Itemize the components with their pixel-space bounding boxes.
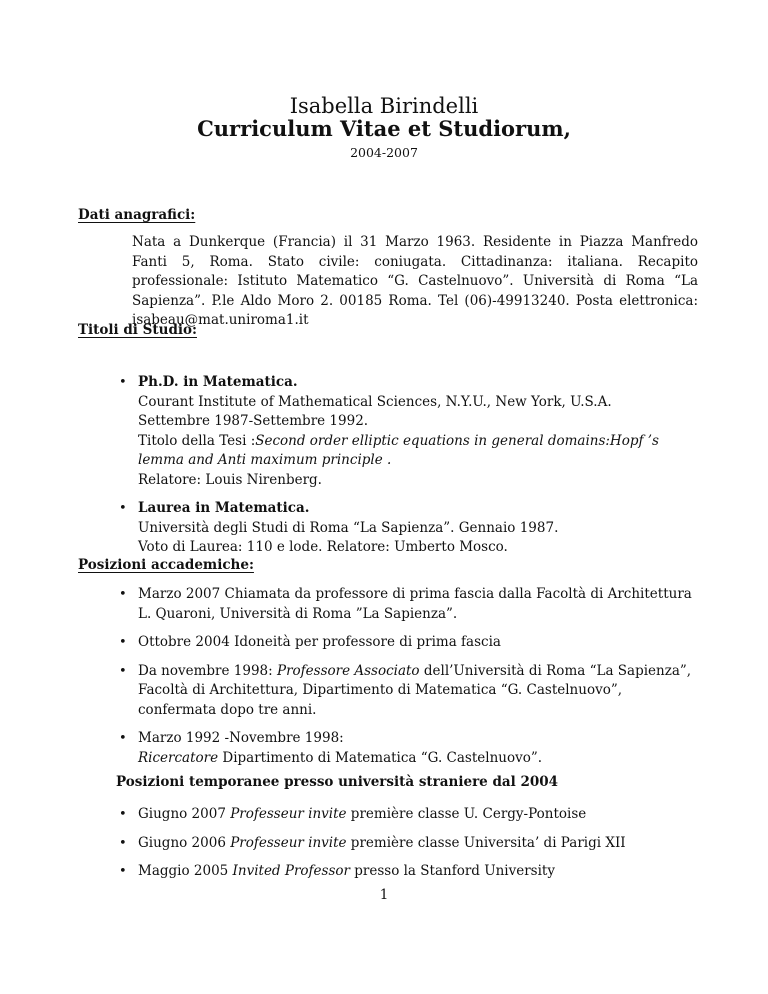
position-place: presso la Stanford University bbox=[349, 863, 555, 879]
list-item: • Ottobre 2004 Idoneità per professore di prima fascia bbox=[116, 633, 698, 653]
list-item bbox=[116, 805, 698, 825]
position-role: Ricercatore bbox=[138, 749, 219, 766]
phd-degree: • Ph.D. in Matematica. bbox=[138, 374, 298, 390]
list-item bbox=[116, 662, 698, 721]
laurea-institute: Università degli Studi di Roma “La Sapienza”. Gennaio 1987. bbox=[138, 519, 559, 536]
list-item bbox=[116, 834, 698, 854]
positions-list bbox=[116, 585, 698, 777]
list-item: • Marzo 2007 Chiamata da professore di prima fascia dalla Facoltà di Architettura L. Quaroni, Università di Roma ”La Sapienza”. bbox=[116, 585, 698, 624]
personal-details-paragraph: Nata a Dunkerque (Francia) il 31 Marzo 1963. Residente in Piazza Manfredo Fanti 5, Roma. Stato civile: coniugata. Cittadinanza: italiana. Recapito professionale: Istituto Matematico “G. Castelnuovo”. Università di Roma “La Sapienza”. P.le Aldo Moro 2. 00185 Roma. Tel (06)-49913240. Posta elettronica: isabeau@mat.uniroma1.it bbox=[132, 234, 698, 328]
position-detail: Dipartimento di Matematica “G. Castelnuovo”. bbox=[218, 749, 543, 766]
position-role: Invited Professor bbox=[232, 863, 350, 879]
section-heading-temporanee: Posizioni temporanee presso università straniere dal 2004 bbox=[116, 774, 559, 790]
list-item bbox=[116, 729, 698, 768]
list-item-phd bbox=[116, 373, 698, 490]
temporary-positions-list bbox=[116, 805, 698, 891]
position-date: Giugno 2007 bbox=[138, 806, 231, 822]
list-item bbox=[116, 862, 698, 882]
page-number: 1 bbox=[379, 887, 389, 903]
laurea-grade: Voto di Laurea: 110 e lode. Relatore: Umberto Mosco. bbox=[138, 539, 508, 555]
thesis-prefix: Titolo della Tesi : bbox=[138, 432, 256, 449]
section-heading-posizioni: Posizioni accademiche: bbox=[78, 557, 254, 573]
phd-thesis bbox=[138, 432, 698, 471]
author-name: Isabella Birindelli bbox=[289, 94, 479, 118]
position-date: Da novembre 1998: bbox=[138, 662, 277, 679]
position-place: première classe U. Cergy-Pontoise bbox=[346, 806, 587, 822]
degrees-list bbox=[116, 373, 698, 567]
list-item-laurea bbox=[116, 499, 698, 558]
section-heading-titoli: Titoli di Studio: bbox=[78, 322, 197, 338]
phd-dates: Settembre 1987-Settembre 1992. bbox=[138, 413, 369, 429]
section-heading-dati: Dati anagrafici: bbox=[78, 207, 196, 223]
position-date: Maggio 2005 bbox=[138, 863, 233, 879]
document-title: Curriculum Vitae et Studiorum, bbox=[197, 116, 571, 141]
position-role: Professeur invite bbox=[230, 834, 347, 851]
position-place: première classe Universita’ di Parigi XII bbox=[346, 834, 626, 851]
position-date: • Marzo 1992 -Novembre 1998: bbox=[138, 730, 344, 746]
phd-institute: Courant Institute of Mathematical Sciences, N.Y.U., New York, U.S.A. bbox=[138, 393, 612, 410]
phd-advisor: Relatore: Louis Nirenberg. bbox=[138, 471, 322, 488]
laurea-degree: • Laurea in Matematica. bbox=[138, 500, 310, 516]
position-role: Professeur invite bbox=[230, 806, 347, 822]
thesis-title: Second order elliptic equations in general domains:Hopf ’s lemma and Anti maximum principle . bbox=[138, 432, 659, 468]
position-date: Giugno 2006 bbox=[138, 834, 231, 851]
document-period: 2004-2007 bbox=[350, 145, 418, 160]
position-detail: dell’Università di Roma “La Sapienza”, Facoltà di Architettura, Dipartimento di Matematica “G. Castelnuovo”, confermata dopo tre anni. bbox=[138, 662, 692, 718]
position-role: Professore Associato bbox=[276, 662, 420, 679]
